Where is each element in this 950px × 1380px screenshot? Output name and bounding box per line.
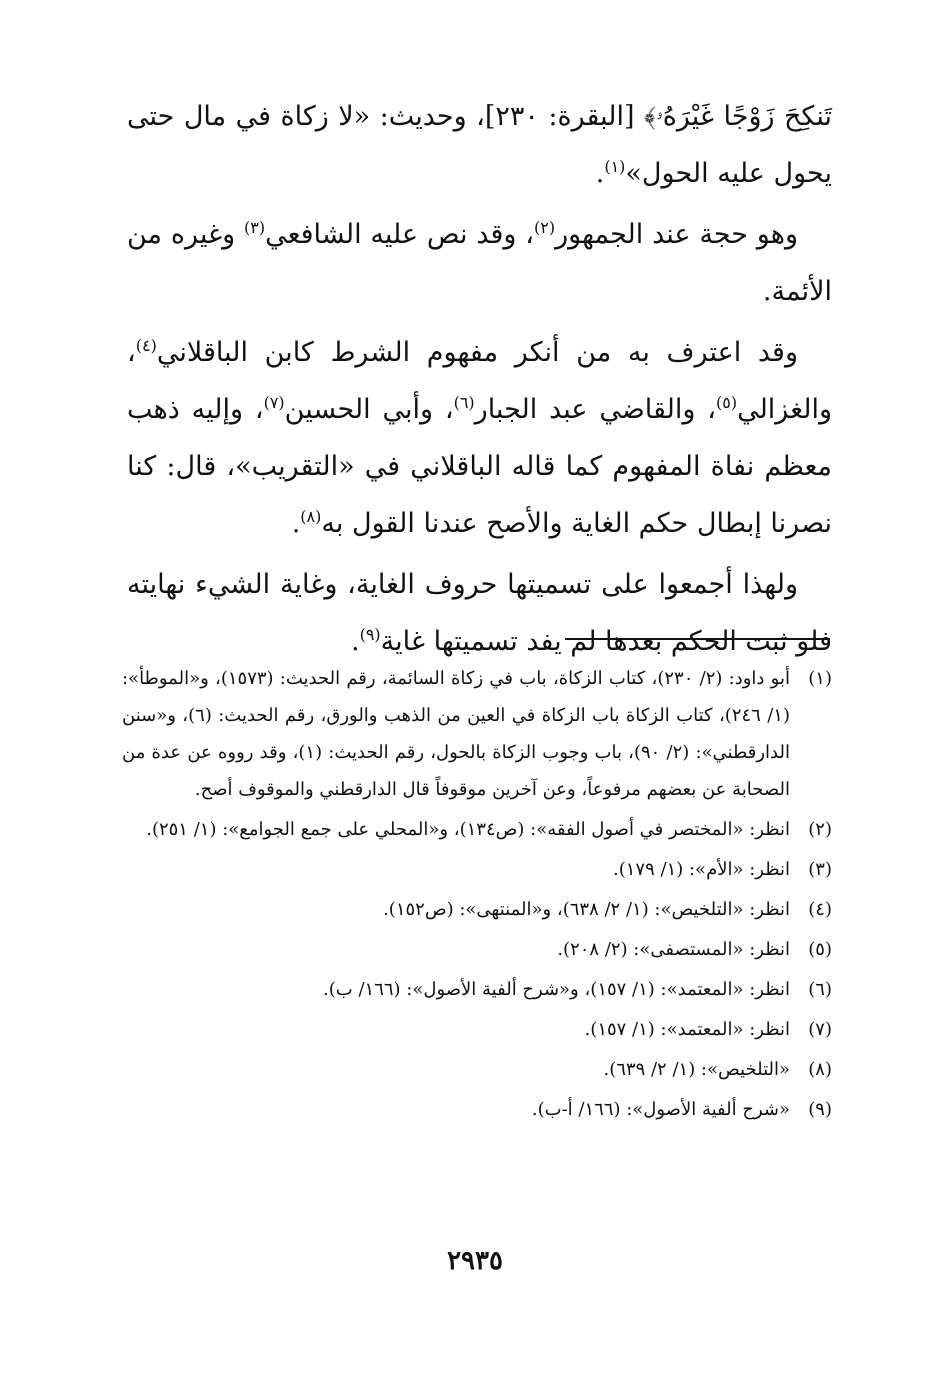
paragraph-text: ، وقد نص عليه الشافعي — [265, 219, 534, 250]
footnote-text: انظر: «المعتمد»: (١/ ١٥٧). — [584, 1019, 790, 1040]
footnote-number: (٢) — [808, 819, 832, 840]
footnote-text: انظر: «المستصفى»: (٢/ ٢٠٨). — [557, 939, 790, 960]
footnote-ref: (٩) — [359, 625, 381, 644]
footnote-text: «التلخيص»: (١/ ٢/ ٦٣٩). — [603, 1059, 790, 1080]
footnote-text: «شرح ألفية الأصول»: (١٦٦/ أ-ب). — [531, 1099, 790, 1120]
paragraph — [127, 556, 832, 670]
footnote-text: انظر: «التلخيص»: (١/ ٢/ ٦٣٨)، و«المنتهى»: (ص١٥٢). — [383, 899, 790, 920]
paragraph-text: وهو حجة عند الجمهور — [555, 219, 798, 250]
paragraph-text: ولهذا أجمعوا على تسميتها حروف الغاية، وغاية الشيء نهايته فلو ثبت الحكم بعدها لم يفد تسميتها غاية — [127, 569, 832, 657]
footnote-number: (١) — [808, 668, 832, 689]
footnote-ref: (٨) — [300, 507, 322, 526]
paragraph-text: ، والقاضي عبد الجبار — [474, 394, 716, 425]
footnote-number: (٤) — [808, 899, 832, 920]
page-number: ٢٩٣٥ — [447, 1246, 503, 1276]
paragraph — [127, 206, 832, 320]
paragraph-text: ، والغزالي — [127, 337, 832, 425]
paragraph-text: . — [291, 508, 301, 539]
paragraph-text: وقد اعترف به من أنكر مفهوم الشرط كابن الباقلاني — [156, 337, 798, 368]
footnote-number: (٦) — [808, 979, 832, 1000]
footnotes-section — [122, 660, 832, 1131]
footnote — [122, 1011, 832, 1048]
paragraph — [127, 324, 832, 552]
footnote-number: (٥) — [808, 939, 832, 960]
footnote — [122, 660, 832, 808]
footnote-text: انظر: «المختصر في أصول الفقه»: (ص١٣٤)، و«المحلي على جمع الجوامع»: (١/ ٢٥١). — [146, 819, 790, 840]
footnote — [122, 1051, 832, 1088]
paragraph-text: وغيره من الأئمة. — [127, 219, 832, 307]
footnote-number: (٨) — [808, 1059, 832, 1080]
paragraph — [127, 88, 832, 202]
footnote-ref: (١) — [604, 157, 626, 176]
paragraph-text: ، وإليه ذهب معظم نفاة المفهوم كما قاله الباقلاني في «التقريب»، قال: كنا نصرنا إبطال حكم الغاية والأصح عندنا القول به — [127, 394, 832, 539]
footnote — [122, 851, 832, 888]
footnote — [122, 891, 832, 928]
footnote — [122, 1091, 832, 1128]
main-text-body — [127, 88, 832, 674]
footnote-text: انظر: «الأم»: (١/ ١٧٩). — [613, 859, 790, 880]
footnote — [122, 931, 832, 968]
paragraph-text: ، وأبي الحسين — [284, 394, 454, 425]
footnote-separator — [565, 638, 830, 640]
footnote — [122, 971, 832, 1008]
paragraph-text: . — [350, 626, 360, 657]
footnote — [122, 811, 832, 848]
footnote-number: (٩) — [808, 1099, 832, 1120]
footnote-text: انظر: «المعتمد»: (١/ ١٥٧)، و«شرح ألفية الأصول»: (١٦٦/ ب). — [323, 979, 790, 1000]
footnote-text: أبو داود: (٢/ ٢٣٠)، كتاب الزكاة، باب في زكاة السائمة، رقم الحديث: (١٥٧٣)، و«الموطأ»: (١/ ٢٤٦)، كتاب الزكاة باب الزكاة في العين من الذهب والورق، رقم الحديث: (٦)، و«سنن الدارقطني»: (٢/ ٩٠)، باب وجوب الزكاة بالحول، رقم الحديث: (١)، وقد رووه عن عدة من الصحابة عن بعضهم مرفوعاً، وعن آخرين موقوفاً قال الدارقطني والموقوف أصح. — [122, 668, 790, 800]
paragraph-text: . — [595, 158, 605, 189]
footnote-ref: (٤) — [135, 336, 157, 355]
footnote-ref: (٦) — [453, 393, 475, 412]
footnote-ref: (٧) — [263, 393, 285, 412]
footnote-ref: (٣) — [244, 218, 266, 237]
footnote-ref: (٥) — [715, 393, 738, 412]
footnote-number: (٧) — [808, 1019, 832, 1040]
paragraph-text: تَنكِحَ زَوْجًا غَيْرَهُۥ﴾ [البقرة: ٢٣٠]، وحديث: «لا زكاة في مال حتى يحول عليه الحول» — [127, 101, 832, 189]
footnote-number: (٣) — [808, 859, 832, 880]
footnote-ref: (٢) — [533, 218, 556, 237]
